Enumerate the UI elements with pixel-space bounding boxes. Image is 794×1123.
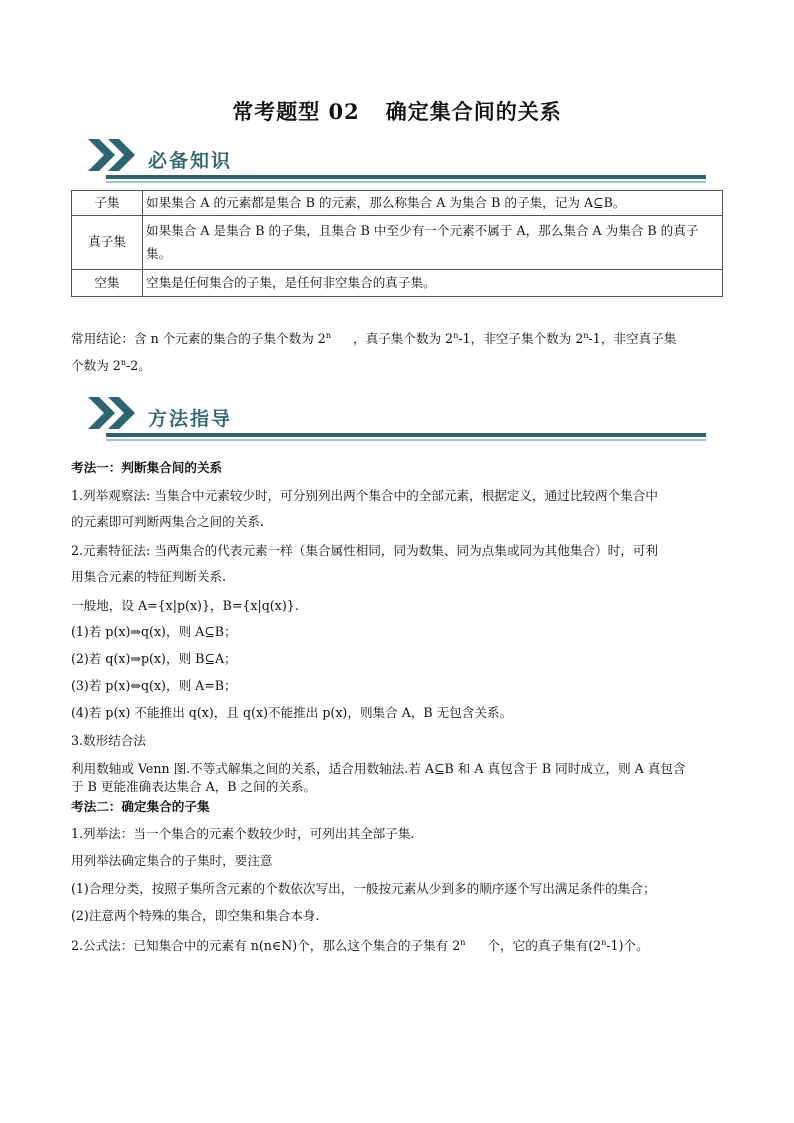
definition-cell: 如果集合 A 是集合 B 的子集，且集合 B 中至少有一个元素不属于 A，那么集合 A 为集合 B 的真子集。 — [143, 216, 723, 270]
method2-p2 — [71, 931, 723, 958]
method1-p3b: 利用数轴或 Venn 图.不等式解集之间的关系，适合用数轴法.若 A⊆B 和 A 真包含于 B 同时成立，则 A 真包含 — [71, 761, 686, 776]
exponent: n — [601, 938, 607, 947]
conclusion-text: 常用结论：含 n 个元素的集合的子集个数为 2 — [71, 331, 326, 347]
conclusion-text: 个数为 2 — [71, 358, 121, 374]
method2-p1b: 用列举法确定集合的子集时，要注意 — [71, 853, 273, 868]
definition-cell: 空集是任何集合的子集，是任何非空集合的真子集。 — [143, 270, 723, 297]
method2-p2-text: 个，它的真子集有(2 — [487, 938, 602, 954]
method2-note1: (1)合理分类，按照子集所含元素的个数依次写出，一般按元素从少到多的顺序逐个写出满足条件的集合； — [71, 881, 656, 896]
method1-p1b: 的元素即可判断两集合之间的关系. — [71, 514, 264, 529]
table-row — [72, 216, 723, 270]
exponent: n — [325, 331, 331, 340]
banner-method-label: 方法指导 — [148, 408, 233, 430]
exponent: n — [120, 358, 126, 368]
method1-p1: 1.列举观察法: 当集合中元素较少时，可分别列出两个集合中的全部元素，根据定义，通过比较两个集合中 — [71, 488, 658, 503]
definition-cell: 如果集合 A 的元素都是集合 B 的元素，那么称集合 A 为集合 B 的子集，记为 A⊆B。 — [143, 191, 723, 216]
term-cell: 子集 — [72, 191, 143, 216]
method2-p2-text: 2.公式法：已知集合中的元素有 n(n∈N)个，那么这个集合的子集有 2 — [71, 938, 461, 954]
method2-note2: (2)注意两个特殊的集合，即空集和集合本身. — [71, 908, 320, 923]
method1-p3: 3.数形结合法 — [71, 733, 146, 748]
double-chevron-icon — [86, 394, 140, 432]
title-part1: 常考题型 02 — [232, 99, 360, 124]
double-chevron-icon — [86, 136, 140, 174]
method1-p3c: 于 B 更能准确表达集合 A，B 之间的关系。 — [71, 779, 317, 794]
concepts-table — [71, 190, 723, 297]
conclusion-text: -2。 — [125, 358, 151, 374]
banner-rule-light — [106, 181, 706, 183]
conclusion-text: -1，非空子集个数为 2 — [458, 331, 584, 347]
method1-case3: (3)若 p(x)⇔q(x)，则 A=B； — [71, 678, 237, 693]
page-title — [0, 96, 794, 126]
term-cell: 空集 — [72, 270, 143, 297]
banner-method — [86, 394, 706, 446]
conclusion-text: ，真子集个数为 2 — [353, 331, 454, 347]
banner-rule — [106, 433, 706, 437]
method1-p3-body — [71, 760, 723, 796]
table-row — [72, 191, 723, 216]
term-cell: 真子集 — [72, 216, 143, 270]
method1-p2b: 用集合元素的特征判断关系. — [71, 569, 227, 584]
exponent: n — [583, 331, 589, 340]
common-conclusion — [71, 324, 723, 378]
exponent: n — [453, 331, 459, 340]
method2-p1: 1.列举法：当一个集合的元素个数较少时，可列出其全部子集. — [71, 826, 415, 841]
method2-p2-text: -1)个。 — [606, 938, 649, 954]
method1-general: 一般地，设 A={x|p(x)}，B={x|q(x)}. — [71, 598, 299, 613]
banner-rule — [106, 175, 706, 179]
banner-knowledge-label: 必备知识 — [148, 150, 233, 172]
banner-knowledge — [86, 136, 706, 188]
exponent: n — [460, 938, 466, 947]
banner-rule-light — [106, 439, 706, 441]
method1-heading: 考法一：判断集合间的关系 — [71, 460, 223, 475]
table-row — [72, 270, 723, 297]
title-part2: 确定集合间的关系 — [385, 99, 562, 124]
method1-p2: 2.元素特征法: 当两集合的代表元素一样（集合属性相同，同为数集、同为点集或同为其他集合）时，可利 — [71, 543, 658, 558]
method2-heading: 考法二：确定集合的子集 — [71, 799, 210, 814]
method1-case4: (4)若 p(x) 不能推出 q(x)，且 q(x)不能推出 p(x)，则集合 A，B 无包含关系。 — [71, 705, 513, 720]
method1-case1: (1)若 p(x)⇒q(x)，则 A⊆B； — [71, 624, 237, 639]
method1-case2: (2)若 q(x)⇒p(x)，则 B⊆A； — [71, 651, 237, 666]
conclusion-text: -1，非空真子集 — [588, 331, 677, 347]
